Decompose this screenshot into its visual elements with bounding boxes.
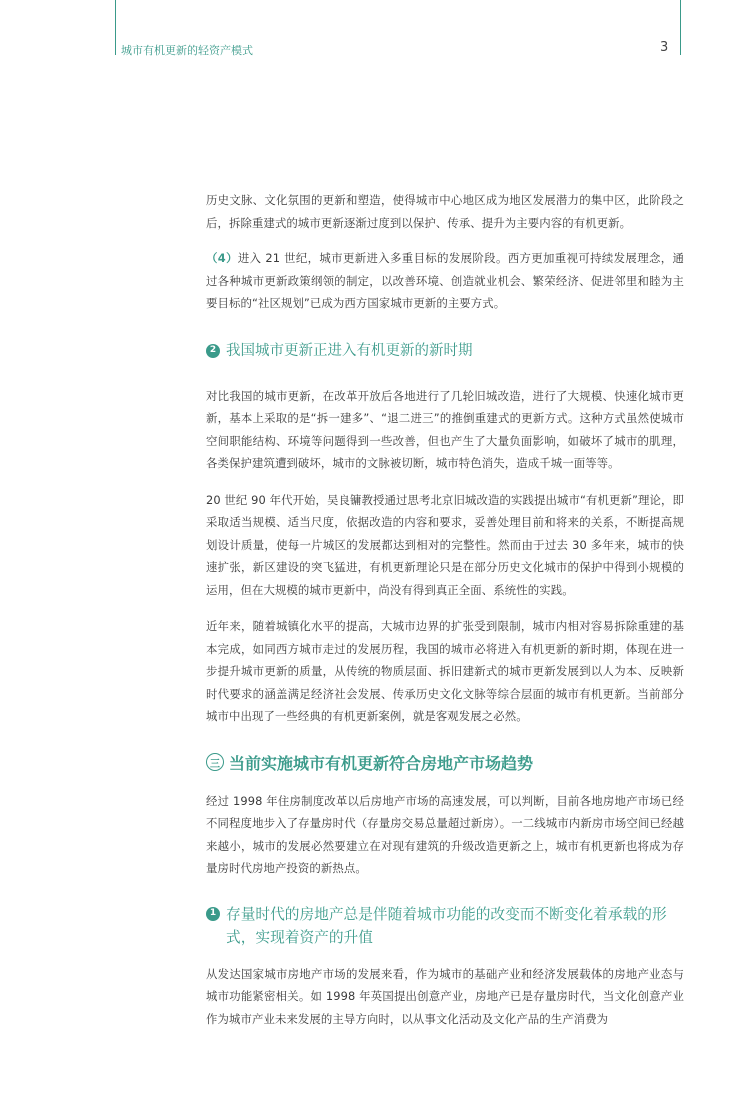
paragraph-organic-theory: 20 世纪 90 年代开始，吴良镛教授通过思考北京旧城改造的实践提出城市“有机更新”理论，即采取适当规模、适当尺度，依据改造的内容和要求，妥善处理目前和将来的关系，不断提高规划设计质量，使每一片城区的发展都达到相对的完整性。然而由于过去 30 多年来，城市的快速扩张，新区建设的突飞猛进，有机更新理论只是在部分历史文化城市的保护中得到小规模的运用，但在大规模的城市更新中，尚没有得到真正全面、系统性的实践。	[206, 492, 684, 597]
paragraph-history: 历史文脉、文化氛围的更新和塑造，使得城市中心地区成为地区发展潜力的集中区，此阶段之后，拆除重建式的城市更新逐渐过度到以保护、传承、提升为主要内容的有机更新。	[206, 193, 684, 230]
paragraph-21st-century	[206, 247, 684, 315]
subheading-new-period	[206, 340, 684, 363]
section-heading-market-trend-text: 当前实施城市有机更新符合房地产市场趋势	[229, 753, 534, 773]
paragraph-developed-countries: 从发达国家城市房地产市场的发展来看，作为城市的基础产业和经济发展载体的房地产业态与城市功能紧密相关。如 1998 年英国提出创意产业，房地产已是存量房时代，当文化创意产业作为城市产业未来发展的主导方向时，以从事文化活动及文化产品的生产消费为	[206, 966, 684, 1026]
subheading-asset-value	[206, 903, 684, 949]
section-number-3: 三	[206, 753, 224, 771]
page-body	[206, 189, 684, 1030]
paragraph-china-renewal: 对比我国的城市更新，在改革开放后各地进行了几轮旧城改造，进行了大规模、快速化城市更新，基本上采取的是“拆一建多”、“退二进三”的推倒重建式的更新方式。这种方式虽然使城市空间职能结构、环境等问题得到一些改善，但也产生了大量负面影响，如破坏了城市的肌理，各类保护建筑遭到破坏，城市的文脉被切断，城市特色消失，造成千城一面等等。	[206, 388, 684, 470]
list-marker-4: （4）	[206, 251, 238, 265]
paragraph-stock-housing: 经过 1998 年住房制度改革以后房地产市场的高速发展，可以判断，目前各地房地产市场已经不同程度地步入了存量房时代（存量房交易总量超过新房）。一二线城市内新房市场空间已经越来越小，城市的发展必然要建立在对现有建筑的升级改造更新之上，城市有机更新也将成为存量房时代房地产投资的新热点。	[206, 793, 684, 875]
header-rule-left	[115, 0, 116, 55]
number-badge-2: 2	[206, 344, 220, 358]
subheading-new-period-text: 我国城市更新正进入有机更新的新时期	[226, 342, 473, 359]
paragraph-21st-century-text: 进入 21 世纪，城市更新进入多重目标的发展阶段。西方更加重视可持续发展理念，通过各种城市更新政策纲领的制定，以改善环境、创造就业机会、繁荣经济、促进邻里和睦为主要目标的“社区规划”已成为西方国家城市更新的主要方式。	[206, 251, 684, 310]
header-rule-right	[680, 0, 681, 55]
subheading-asset-value-text: 存量时代的房地产总是伴随着城市功能的改变而不断变化着承载的形式，实现着资产的升值	[226, 905, 667, 946]
paragraph-recent-years: 近年来，随着城镇化水平的提高，大城市边界的扩张受到限制，城市内相对容易拆除重建的基本完成，如同西方城市走过的发展历程，我国的城市必将进入有机更新的新时期，体现在进一步提升城市更新的质量，从传统的物质层面、拆旧建新式的城市更新发展到以人为本、反映新时代要求的涵盖满足经济社会发展、传承历史文化文脉等综合层面的城市有机更新。当前部分城市中出现了一些经典的有机更新案例，就是客观发展之必然。	[206, 619, 684, 723]
running-header-title: 城市有机更新的轻资产模式	[121, 44, 253, 57]
page-number: 3	[660, 40, 669, 55]
section-heading-market-trend	[206, 751, 684, 774]
number-badge-1: 1	[206, 907, 220, 921]
